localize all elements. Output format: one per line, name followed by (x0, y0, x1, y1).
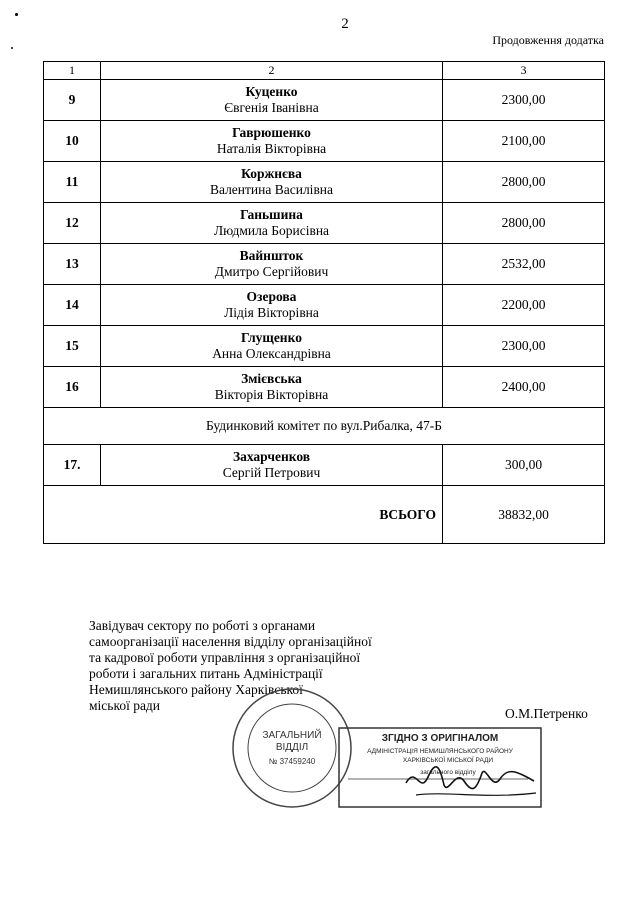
row-number: 10 (44, 121, 101, 162)
person-name (101, 285, 443, 326)
table-row (44, 162, 605, 203)
amount: 300,00 (443, 445, 605, 486)
position-line: Немишлянського району Харківської (89, 682, 303, 697)
person-name (101, 367, 443, 408)
table-row (44, 445, 605, 486)
amount: 2800,00 (443, 203, 605, 244)
row-number: 12 (44, 203, 101, 244)
amount: 2300,00 (443, 326, 605, 367)
stamp-rect-text: АДМІНІСТРАЦІЯ НЕМИШЛЯНСЬКОГО РАЙОНУ (367, 748, 513, 755)
amount: 2100,00 (443, 121, 605, 162)
header-col-1: 1 (44, 62, 101, 80)
section-title: Будинковий комітет по вул.Рибалка, 47-Б (44, 408, 605, 445)
total-amount: 38832,00 (443, 486, 605, 544)
header-col-2: 2 (101, 62, 443, 80)
surname: Вайншток (239, 248, 304, 263)
surname: Захарченков (232, 449, 311, 464)
page-number: 2 (341, 16, 349, 32)
person-name (101, 162, 443, 203)
amount: 2300,00 (443, 80, 605, 121)
amount: 2200,00 (443, 285, 605, 326)
row-number: 15 (44, 326, 101, 367)
stamp-rect-text: ХАРКІВСЬКОЇ МІСЬКОЇ РАДИ (402, 757, 494, 764)
amount: 2400,00 (443, 367, 605, 408)
scan-mark (11, 47, 13, 49)
person-name (101, 203, 443, 244)
payments-table (43, 61, 605, 544)
position-line: міської ради (89, 698, 161, 713)
surname: Озерова (246, 289, 297, 304)
person-name (101, 244, 443, 285)
table-row (44, 285, 605, 326)
given-names: Анна Олександрівна (212, 346, 331, 361)
amount: 2532,00 (443, 244, 605, 285)
row-number: 9 (44, 80, 101, 121)
header-col-3: 3 (443, 62, 605, 80)
table-row (44, 80, 605, 121)
stamp-circle-text: ЗАГАЛЬНИЙ (262, 730, 322, 741)
signatory-name: О.М.Петренко (505, 706, 588, 721)
row-number: 11 (44, 162, 101, 203)
stamp-circle-text: № 37459240 (268, 757, 316, 766)
given-names: Сергій Петрович (222, 465, 321, 480)
given-names: Наталія Вікторівна (216, 141, 327, 156)
position-line: роботи і загальних питань Адміністрації (89, 666, 323, 681)
stamp-rect-text: ЗГІДНО З ОРИГІНАЛОМ (381, 733, 499, 744)
round-stamp (230, 686, 354, 810)
row-number: 13 (44, 244, 101, 285)
surname: Глущенко (241, 330, 302, 345)
table-row (44, 203, 605, 244)
position-line: Завідувач сектору по роботі з органами (89, 618, 316, 633)
person-name (101, 326, 443, 367)
row-number: 16 (44, 367, 101, 408)
position-line: та кадрової роботи управління з організаційної (89, 650, 361, 665)
row-number: 14 (44, 285, 101, 326)
given-names: Дмитро Сергійович (214, 264, 329, 279)
surname: Ганьшина (240, 207, 303, 222)
table-row (44, 121, 605, 162)
surname: Куценко (245, 84, 298, 99)
total-label: ВСЬОГО (44, 486, 443, 544)
section-row (44, 408, 605, 445)
stamp-rect-text: загального відділу (420, 769, 476, 776)
surname: Змієвська (241, 371, 302, 386)
table-row (44, 326, 605, 367)
table-header-row (44, 62, 605, 80)
table-row (44, 367, 605, 408)
handwritten-signature (396, 755, 541, 805)
row-number: 17. (44, 445, 101, 486)
surname: Коржнєва (241, 166, 302, 181)
given-names: Вікторія Вікторівна (214, 387, 329, 402)
continuation-label: Продовження додатка (492, 33, 604, 47)
given-names: Валентина Василівна (209, 182, 334, 197)
total-row (44, 486, 605, 544)
stamp-circle-text: ВІДДІЛ (275, 742, 309, 753)
given-names: Лідія Вікторівна (224, 305, 319, 320)
position-line: самоорганізації населення відділу організаційної (89, 634, 372, 649)
table-row (44, 244, 605, 285)
given-names: Людмила Борисівна (213, 223, 330, 238)
person-name (101, 121, 443, 162)
given-names: Євгенія Іванівна (224, 100, 319, 115)
surname: Гаврюшенко (232, 125, 311, 140)
person-name (101, 445, 443, 486)
person-name (101, 80, 443, 121)
amount: 2800,00 (443, 162, 605, 203)
